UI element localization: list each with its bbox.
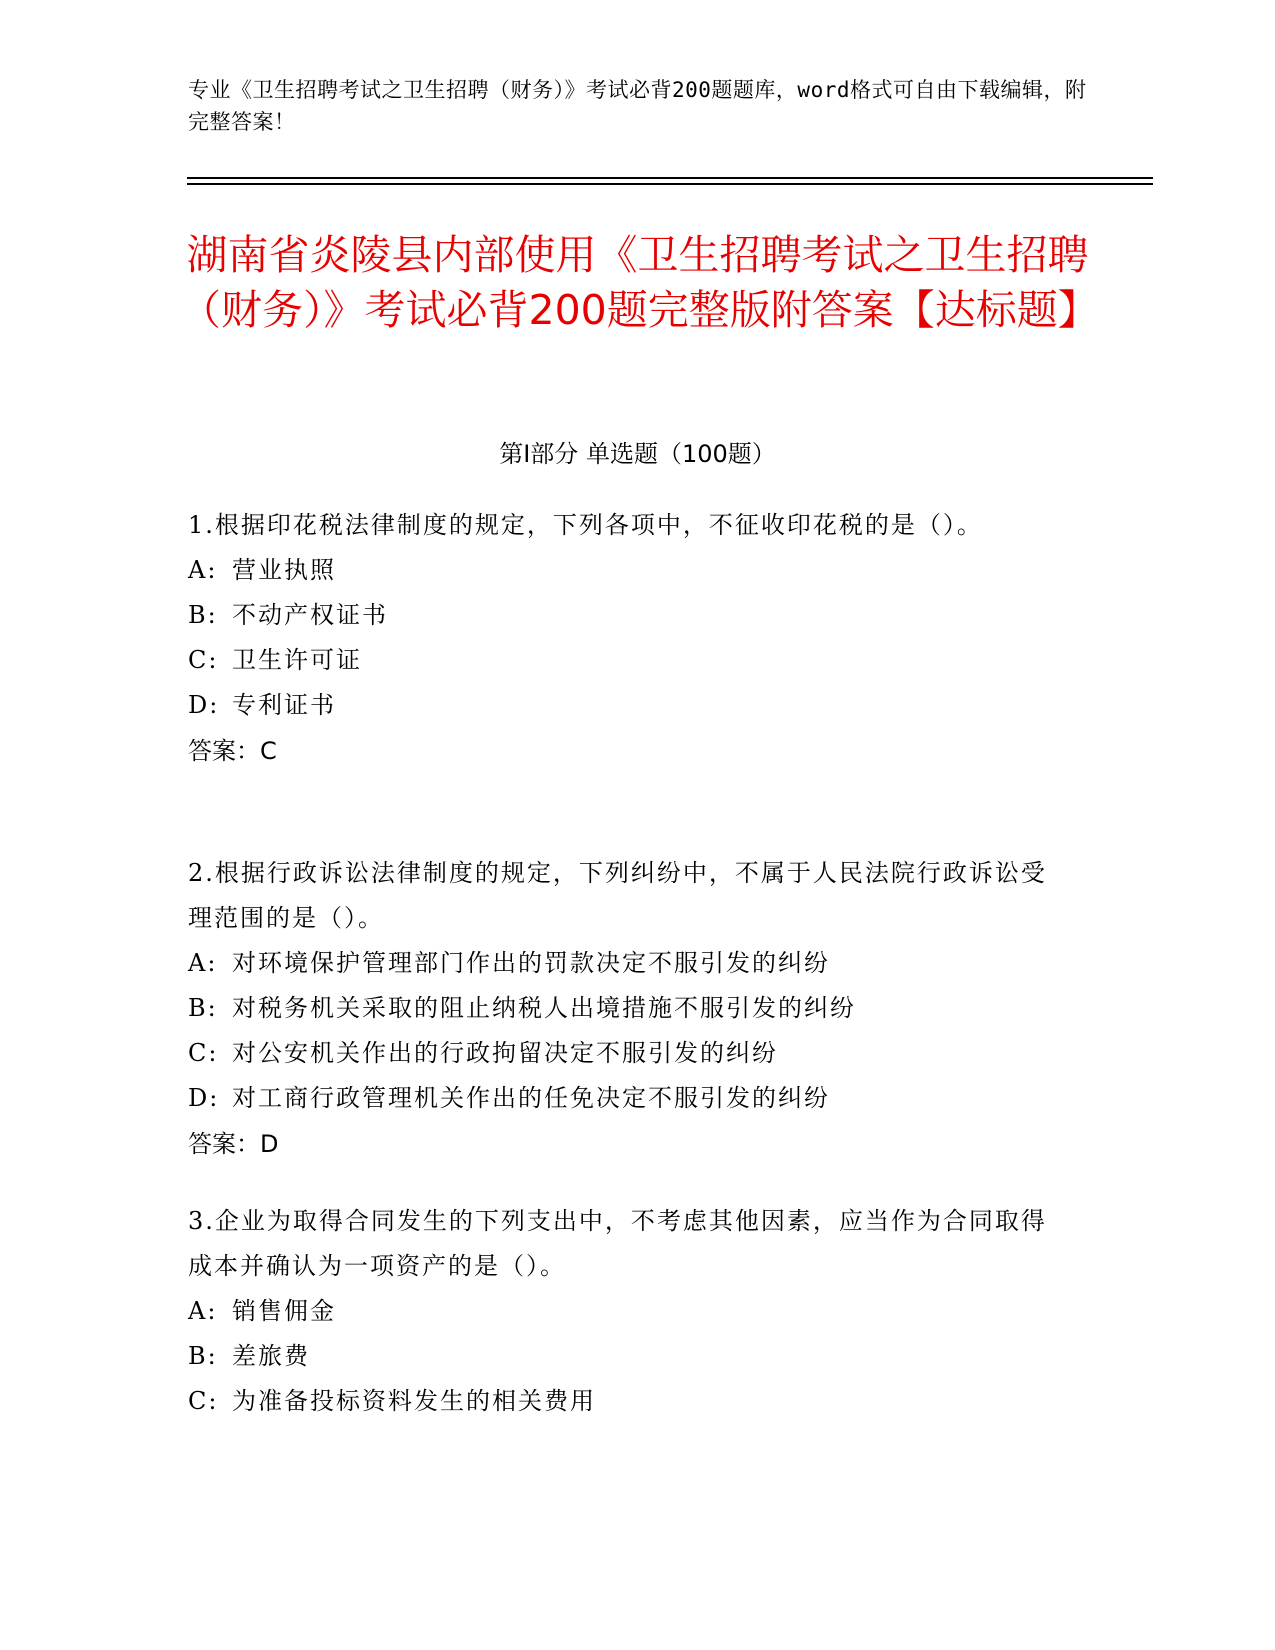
question-stem: 2.根据行政诉讼法律制度的规定，下列纠纷中，不属于人民法院行政诉讼受理范围的是（）。 (188, 859, 1047, 932)
option-letter: A: (188, 556, 218, 584)
option-text: 卫生许可证 (232, 646, 362, 674)
option-letter: B: (188, 994, 218, 1022)
option-text: 对工商行政管理机关作出的任免决定不服引发的纠纷 (232, 1084, 830, 1112)
option-a (188, 548, 1068, 593)
question-3 (188, 1199, 1068, 1424)
question-stem: 3.企业为取得合同发生的下列支出中，不考虑其他因素，应当作为合同取得成本并确认为一项资产的是（）。 (188, 1207, 1047, 1280)
section-heading: 第I部分 单选题（100题） (499, 440, 776, 468)
document-title: 湖南省炎陵县内部使用《卫生招聘考试之卫生招聘（财务）》考试必背200题完整版附答案【达标题】 (180, 231, 1099, 334)
header-divider-top (187, 177, 1153, 179)
answer-line: 答案：C (188, 737, 277, 765)
option-a (188, 1289, 1068, 1334)
option-letter: D: (188, 1084, 220, 1112)
option-b (188, 593, 1068, 638)
option-text: 专利证书 (232, 691, 336, 719)
option-text: 营业执照 (232, 556, 336, 584)
header-divider-bottom (187, 183, 1153, 185)
option-b (188, 986, 1068, 1031)
option-text: 差旅费 (232, 1342, 310, 1370)
answer-line: 答案：D (188, 1130, 279, 1158)
option-text: 对公安机关作出的行政拘留决定不服引发的纠纷 (232, 1039, 778, 1067)
question-1 (188, 503, 1068, 774)
option-letter: A: (188, 949, 218, 977)
question-stem: 1.根据印花税法律制度的规定，下列各项中，不征收印花税的是（）。 (188, 511, 983, 539)
option-text: 对环境保护管理部门作出的罚款决定不服引发的纠纷 (232, 949, 830, 977)
option-letter: B: (188, 1342, 218, 1370)
option-letter: B: (188, 601, 218, 629)
option-text: 对税务机关采取的阻止纳税人出境措施不服引发的纠纷 (232, 994, 856, 1022)
option-d (188, 1076, 1068, 1121)
option-c (188, 1031, 1068, 1076)
option-text: 销售佣金 (232, 1297, 336, 1325)
option-letter: C: (188, 646, 219, 674)
option-c (188, 1379, 1068, 1424)
option-text: 不动产权证书 (232, 601, 388, 629)
option-c (188, 638, 1068, 683)
option-text: 为准备投标资料发生的相关费用 (232, 1387, 596, 1415)
option-letter: C: (188, 1387, 219, 1415)
option-letter: A: (188, 1297, 218, 1325)
question-2 (188, 851, 1068, 1167)
option-b (188, 1334, 1068, 1379)
option-a (188, 941, 1068, 986)
header-note: 专业《卫生招聘考试之卫生招聘（财务）》考试必背200题题库，word格式可自由下载编辑，附完整答案！ (188, 78, 1087, 134)
option-d (188, 683, 1068, 728)
option-letter: C: (188, 1039, 219, 1067)
option-letter: D: (188, 691, 220, 719)
